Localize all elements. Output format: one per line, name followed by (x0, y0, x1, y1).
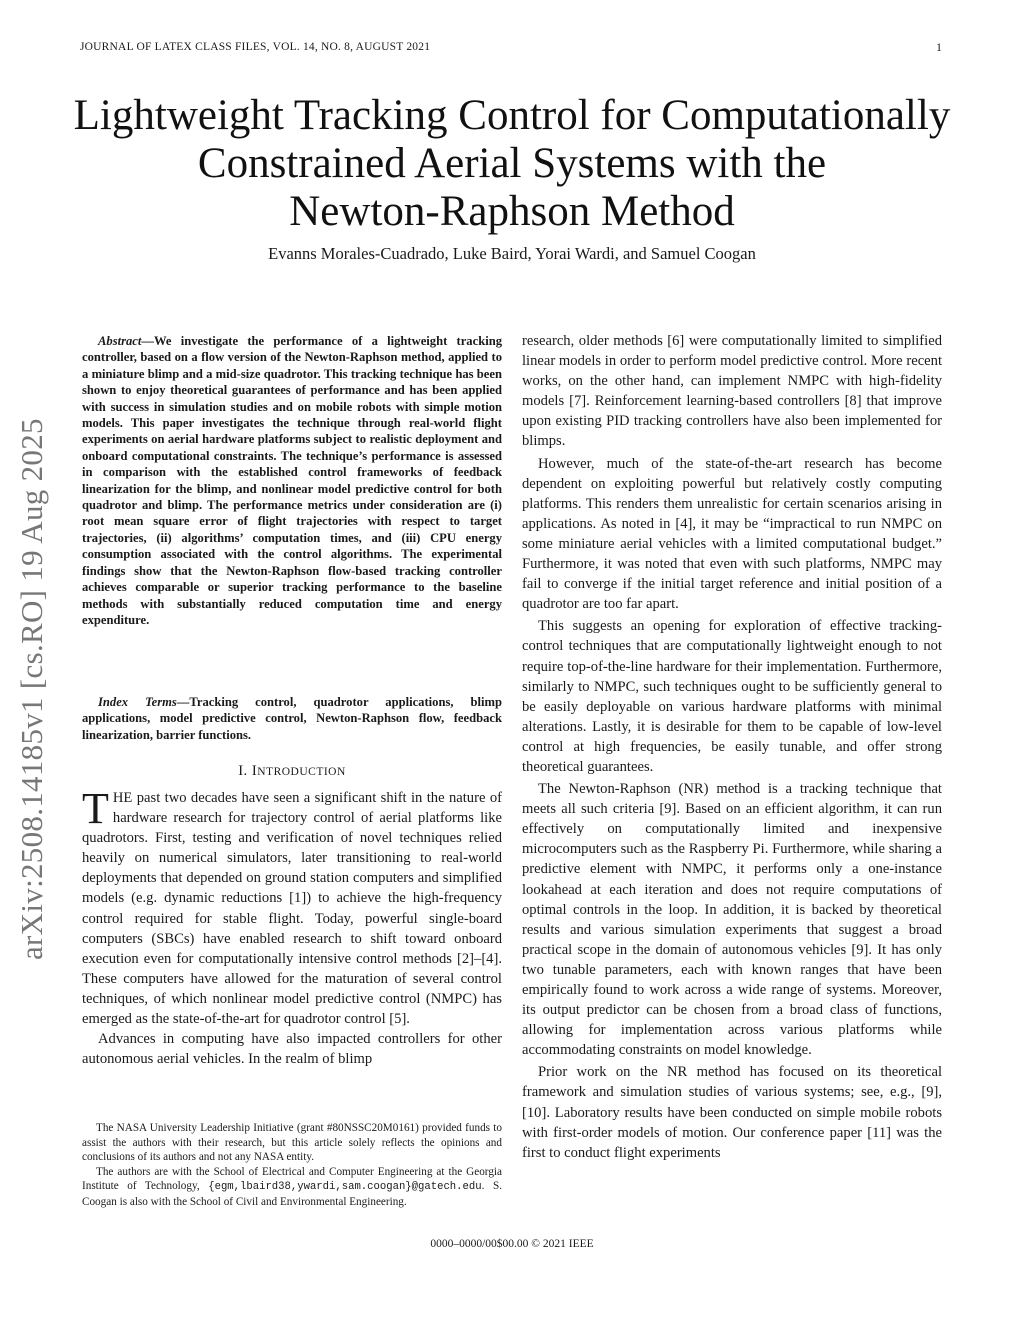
right-paragraph-5: Prior work on the NR method has focused on its theoretical framework and simulation studies of various systems; see, e.g., [9], [10]. Laboratory results have been conducted on simple mobile robots with first-order models of motion. Our conference paper [11] was the first to conduct flight experiments (522, 1064, 942, 1161)
title-line-3: Newton-Raphson Method (289, 188, 735, 235)
paper-title (60, 92, 964, 236)
affiliation-footnote (82, 1165, 502, 1210)
page-number: 1 (936, 40, 942, 54)
running-header: JOURNAL OF LATEX CLASS FILES, VOL. 14, NO. 8, AUGUST 2021 (80, 41, 431, 53)
section-title-rest: NTRODUCTION (257, 766, 346, 778)
index-terms-label: Index Terms (98, 695, 177, 709)
abstract-label: Abstract (98, 334, 142, 348)
right-paragraph-4: The Newton-Raphson (NR) method is a tracking technique that meets all such criteria [9]. Based on an efficient algorithm, it can run effectively on computationally limited and inexpensive microcomputers such as the Raspberry Pi. Furthermore, while sharing a predictive element with NMPC, it performs only a one-instance lookahead at each iteration and does not require computations of optimal controls in the loop. In addition, it is backed by theoretical results and various simulation experiments that suggest a broad practical scope in the domain of autonomous vehicles [9]. It has only two tunable parameters, each with known ranges that have been empirically found to work across a wide range of systems. Moreover, its output predictor can be chosen from a broad class of functions, allowing for implementation across various platforms while accommodating constraints on model knowledge. (522, 781, 942, 1059)
intro-paragraph-2: Advances in computing have also impacted controllers for other autonomous aerial vehicles. In the realm of blimp (82, 1031, 502, 1068)
intro-paragraph-1: HE past two decades have seen a significant shift in the nature of hardware research for trajectory control of aerial platforms like quadrotors. First, testing and verification of novel techniques relied heavily on numerical simulators, later transitioning to real-world deployments that depended on ground station computers and simplified models (e.g. dynamic reductions [1]) to achieve the high-frequency control required for stable flight. Today, powerful single-board computers (SBCs) have enabled research to shift toward onboard execution even for computationally intensive control methods [2]–[4]. These computers have allowed for the maturation of several control techniques, of which nonlinear model predictive control (NMPC) has emerged as the state-of-the-art for quadrotor control [5]. (82, 790, 502, 1028)
abstract (82, 333, 502, 628)
arxiv-stamp: arXiv:2508.14185v1 [cs.RO] 19 Aug 2025 (14, 418, 49, 960)
affiliation-text-end: . S. Coogan is also with the School of Civil and Environmental Engineering. (82, 1180, 502, 1208)
index-terms-text: —Tracking control, quadrotor applications, blimp applications, model predictive control, Newton-Raphson flow, feedback linearization, barrier functions. (82, 695, 502, 742)
author-list: Evanns Morales-Cuadrado, Luke Baird, Yorai Wardi, and Samuel Coogan (268, 244, 756, 263)
introduction-body (82, 784, 502, 1069)
index-terms (82, 694, 502, 743)
title-line-1: Lightweight Tracking Control for Computationally (73, 92, 951, 139)
right-paragraph-3: This suggests an opening for exploration of effective tracking-control techniques that are computationally lightweight enough to not require top-of-the-line hardware for their implementation. Furthermore, similarly to NMPC, such techniques ought to be sufficiently general to be easily deployable on various hardware platforms with minimal alterations. Lastly, it is desirable for them to be capable of low-level control at high frequencies, be easily tunable, and offer strong theoretical guarantees. (522, 618, 942, 775)
author-emails: {egm,lbaird38,ywardi,sam.coogan}@gatech.edu (208, 1181, 482, 1194)
drop-cap: T (82, 784, 109, 833)
title-line-2: Constrained Aerial Systems with the (197, 140, 827, 187)
copyright-line: 0000–0000/00$00.00 © 2021 IEEE (430, 1238, 594, 1250)
section-numeral: I. (238, 763, 252, 779)
right-paragraph-1: research, older methods [6] were computationally limited to simplified linear models in order to perform model predictive control. More recent works, on the other hand, can implement NMPC with high-fidelity models [7]. Reinforcement learning-based controllers [8] that improve upon existing PID tracking controllers have also been implemented for blimps. (522, 333, 942, 450)
right-paragraph-2: However, much of the state-of-the-art research has become dependent on exploiting powerful but relatively costly computing platforms. This renders them unrealistic for certain scenarios arising in applications. As noted in [4], it may be “impractical to run NMPC on some miniature aerial vehicles with a limited computational budget.” Furthermore, it was noted that even with such platforms, NMPC may fail to converge if the initial target reference and initial position of a quadrotor are too far apart. (522, 455, 942, 613)
abstract-text: —We investigate the performance of a lightweight tracking controller, based on a flow version of the Newton-Raphson method, applied to a miniature blimp and a mid-size quadrotor. This tracking technique has been shown to enjoy theoretical guarantees of performance and has been applied with success in simulation studies and on mobile robots with simple motion models. This paper investigates the technique through real-world flight experiments on aerial hardware platforms subject to realistic deployment and onboard computational constraints. The technique’s performance is assessed in comparison with the established control frameworks of feedback linearization for the blimp, and nonlinear model predictive control for both quadrotor and blimp. The performance metrics under consideration are (i) root mean square error of flight trajectories with respect to target trajectories, (ii) algorithms’ computation times, and (iii) CPU energy consumption associated with the control algorithms. The experimental findings show that the Newton-Raphson flow-based tracking controller achieves comparable or superior tracking performance to the baseline methods with substantially reduced computation time and energy expenditure. (82, 334, 502, 627)
footnotes (82, 1121, 502, 1210)
affiliation-text: The authors are with the School of Electrical and Computer Engineering at the Georgia Institute of Technology, (82, 1165, 502, 1193)
right-column-body (522, 331, 942, 1165)
funding-footnote: The NASA University Leadership Initiative (grant #80NSSC20M0161) provided funds to assist the authors with their research, but this article solely reflects the opinions and conclusions of its authors and not any NASA entity. (82, 1122, 502, 1164)
section-title-initial: I (251, 763, 258, 779)
section-heading (82, 763, 502, 780)
